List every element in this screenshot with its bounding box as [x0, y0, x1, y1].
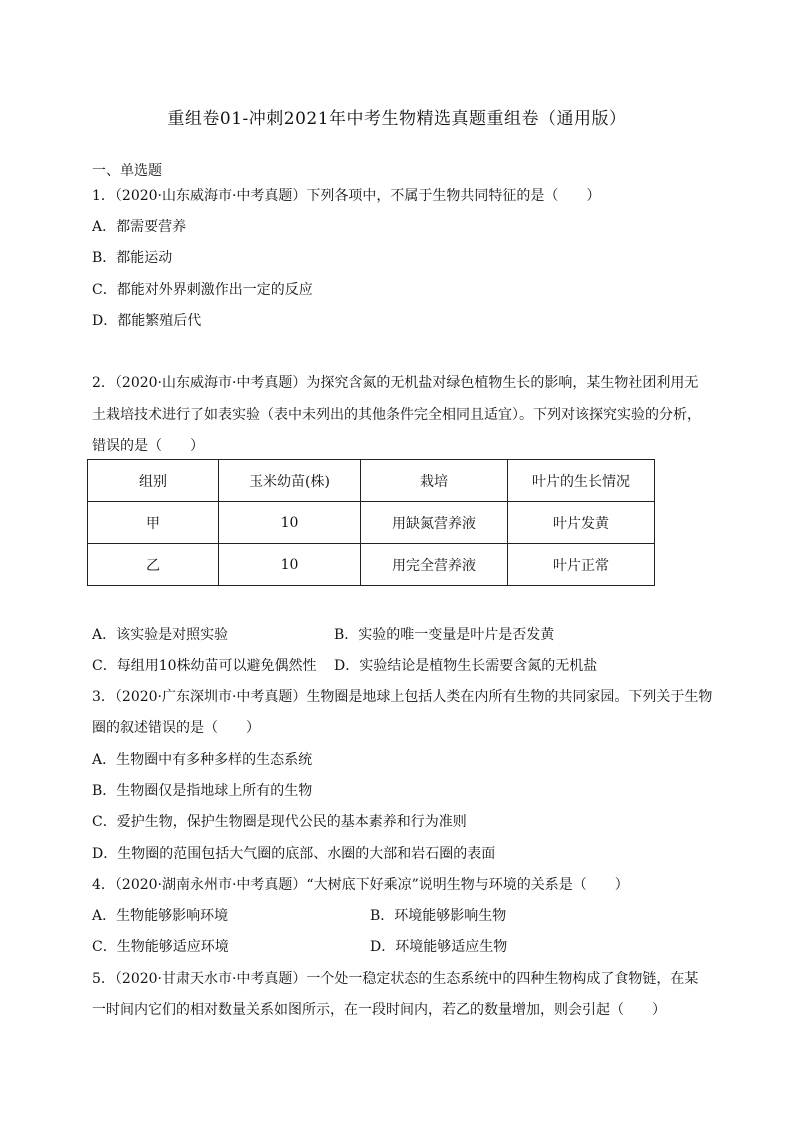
table-row: [88, 544, 655, 586]
question-2-option-a: A．该实验是对照实验: [92, 627, 229, 643]
table-row: [88, 502, 655, 544]
question-4-option-c: C．生物能够适应环境: [92, 939, 229, 955]
page-title: 重组卷01-冲刺2021年中考生物精选真题重组卷（通用版）: [167, 109, 627, 129]
question-4-option-a: A．生物能够影响环境: [92, 908, 229, 924]
question-3-option-b: B．生物圈仅是指地球上所有的生物: [92, 783, 313, 799]
table-cell: 乙: [88, 544, 219, 586]
question-2-stem-line-2: 土栽培技术进行了如表实验（表中未列出的其他条件完全相同且适宜）。下列对该探究实验的分析，: [92, 407, 701, 423]
question-1-option-a: A．都需要营养: [92, 219, 187, 235]
question-2-stem-line-3: 错误的是（ ）: [92, 438, 204, 454]
question-2-stem-line-1: 2．（2020·山东威海市·中考真题）为探究含氮的无机盐对绿色植物生长的影响，某生物社团利用无: [92, 375, 699, 391]
question-1-option-b: B．都能运动: [92, 250, 173, 266]
table-cell: 叶片正常: [508, 544, 655, 586]
section-heading: 一、单选题: [92, 163, 162, 179]
table-header-cell: 玉米幼苗(株): [219, 460, 361, 502]
table-header-cell: 栽培: [361, 460, 508, 502]
question-3-stem-line-1: 3．（2020·广东深圳市·中考真题）生物圈是地球上包括人类在内所有生物的共同家园。下列关于生物: [92, 689, 713, 705]
question-1-option-d: D．都能繁殖后代: [92, 313, 202, 329]
question-1-option-c: C．都能对外界刺激作出一定的反应: [92, 282, 313, 298]
question-4-option-b: B．环境能够影响生物: [370, 908, 507, 924]
question-3-stem-line-2: 圈的叙述错误的是（ ）: [92, 720, 260, 736]
table-header-cell: 组别: [88, 460, 219, 502]
question-5-stem-line-2: 一时间内它们的相对数量关系如图所示，在一段时间内，若乙的数量增加，则会引起（ ）: [92, 1002, 666, 1018]
question-4-stem: 4．（2020·湖南永州市·中考真题）“大树底下好乘凉”说明生物与环境的关系是（ ）: [92, 877, 629, 893]
question-3-option-d: D．生物圈的范围包括大气圈的底部、水圈的大部和岩石圈的表面: [92, 846, 496, 862]
experiment-table: [87, 459, 655, 586]
table-cell: 10: [219, 544, 361, 586]
question-3-option-a: A．生物圈中有多种多样的生态系统: [92, 752, 313, 768]
question-4-option-d: D．环境能够适应生物: [370, 939, 508, 955]
question-1-stem: 1．（2020·山东威海市·中考真题）下列各项中，不属于生物共同特征的是（ ）: [92, 188, 601, 204]
question-3-option-c: C．爱护生物，保护生物圈是现代公民的基本素养和行为准则: [92, 814, 467, 830]
question-2-option-b: B．实验的唯一变量是叶片是否发黄: [334, 627, 555, 643]
table-cell: 用缺氮营养液: [361, 502, 508, 544]
table-header-row: [88, 460, 655, 502]
table-cell: 甲: [88, 502, 219, 544]
table-header-cell: 叶片的生长情况: [508, 460, 655, 502]
table-cell: 10: [219, 502, 361, 544]
question-2-option-d: D．实验结论是植物生长需要含氮的无机盐: [334, 658, 598, 674]
table-cell: 用完全营养液: [361, 544, 508, 586]
question-5-stem-line-1: 5．（2020·甘肃天水市·中考真题）一个处一稳定状态的生态系统中的四种生物构成了食物链，在某: [92, 971, 699, 987]
question-2-option-c: C．每组用10株幼苗可以避免偶然性: [92, 658, 317, 674]
table-cell: 叶片发黄: [508, 502, 655, 544]
